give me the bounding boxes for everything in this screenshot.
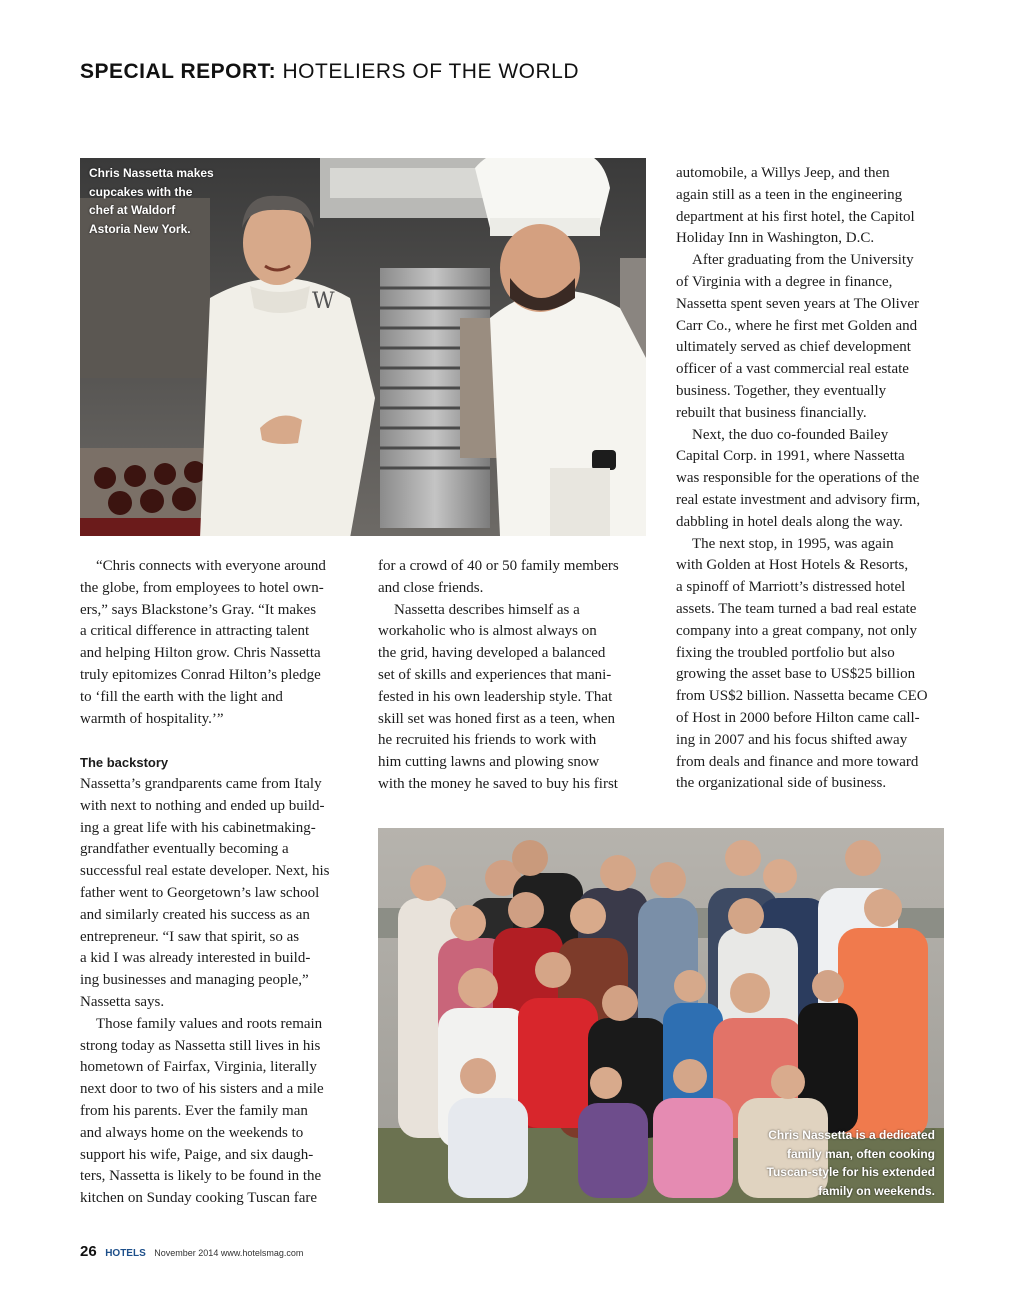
- text-line: officer of a vast commercial real estate: [676, 361, 909, 378]
- text-line: and similarly created his success as an: [80, 906, 310, 923]
- text-line: and helping Hilton grow. Chris Nassetta: [80, 645, 321, 662]
- paragraph-gap: [80, 730, 330, 752]
- text-line: truly epitomizes Conrad Hilton’s pledge: [80, 666, 321, 683]
- text-line: from US$2 billion. Nassetta became CEO: [676, 688, 928, 705]
- family-photo-caption: [767, 1126, 936, 1200]
- text-line: ters, Nassetta is likely to be found in the: [80, 1168, 322, 1185]
- text-line: Next, the duo co-founded Bailey: [692, 426, 889, 443]
- text-line: Nassetta says.: [80, 993, 165, 1010]
- page-number: 26: [80, 1243, 97, 1260]
- text-line: a critical difference in attracting talent: [80, 623, 310, 640]
- subhead-backstory: The backstory: [80, 755, 169, 771]
- text-line: the globe, from employees to hotel own-: [80, 579, 324, 596]
- kitchen-photo: [80, 158, 646, 536]
- text-line: automobile, a Willys Jeep, and then: [676, 165, 890, 181]
- text-line: of Virginia with a degree in finance,: [676, 273, 893, 290]
- text-line: Those family values and roots remain: [96, 1015, 323, 1032]
- text-line: successful real estate developer. Next, his: [80, 863, 330, 880]
- header-section-title: HOTELIERS OF THE WORLD: [282, 60, 579, 83]
- text-line: dabbling in hotel deals along the way.: [676, 513, 903, 530]
- text-line: The next stop, in 1995, was again: [692, 535, 894, 552]
- text-line: growing the asset base to US$25 billion: [676, 666, 916, 683]
- text-line: ers,” says Blackstone’s Gray. “It makes: [80, 601, 317, 618]
- text-line: fixing the troubled portfolio but also: [676, 644, 895, 661]
- caption-line: family man, often cooking: [786, 1146, 935, 1161]
- text-line: again still as a teen in the engineering: [676, 186, 903, 203]
- text-line: Nassetta describes himself as a: [394, 601, 580, 618]
- column-3: [676, 163, 928, 795]
- text-line: ing businesses and managing people,”: [80, 972, 309, 989]
- issue-date: November 2014: [154, 1248, 219, 1258]
- text-line: was responsible for the operations of the: [676, 470, 920, 487]
- text-line: assets. The team turned a bad real estate: [676, 600, 917, 617]
- text-line: warmth of hospitality.’”: [80, 710, 224, 727]
- text-line: ing in 2007 and his focus shifted away: [676, 731, 908, 748]
- text-line: skill set was honed first as a teen, when: [378, 710, 616, 727]
- text-line: “Chris connects with everyone around: [96, 558, 326, 574]
- text-line: business. Together, they eventually: [676, 382, 887, 399]
- text-line: the organizational side of business.: [676, 775, 887, 792]
- text-line: Nassetta’s grandparents came from Italy: [80, 775, 322, 792]
- text-line: Nassetta spent seven years at The Oliver: [676, 295, 919, 312]
- text-line: set of skills and experiences that mani-: [378, 666, 612, 683]
- text-line: After graduating from the University: [692, 252, 914, 269]
- column-2: [378, 556, 619, 796]
- text-line: real estate investment and advisory firm,: [676, 491, 921, 508]
- text-line: strong today as Nassetta still lives in his: [80, 1037, 321, 1054]
- waldorf-logo: W: [312, 289, 335, 314]
- text-line: entrepreneur. “I saw that spirit, so as: [80, 928, 300, 945]
- text-line: the grid, having developed a balanced: [378, 645, 606, 662]
- text-line: from his parents. Ever the family man: [80, 1102, 308, 1119]
- caption-line: Tuscan-style for his extended: [766, 1165, 935, 1179]
- text-line: ing a great life with his cabinetmaking-: [80, 819, 316, 836]
- text-line: father went to Georgetown’s law school: [80, 884, 320, 901]
- text-line: fested in his own leadership style. That: [378, 688, 613, 705]
- page-header: [80, 60, 579, 84]
- text-line: with Golden at Host Hotels & Resorts,: [676, 557, 909, 574]
- text-line: Holiday Inn in Washington, D.C.: [676, 230, 875, 247]
- website-url: www.hotelsmag.com: [220, 1248, 304, 1258]
- text-line: hometown of Fairfax, Virginia, literally: [80, 1059, 317, 1076]
- text-line: to ‘fill the earth with the light and: [80, 688, 283, 705]
- text-line: a kid I was already interested in build-: [80, 950, 311, 967]
- caption-line: chef at Waldorf: [89, 203, 176, 217]
- text-line: a spinoff of Marriott’s distressed hotel: [676, 579, 906, 596]
- header-section-label: SPECIAL REPORT:: [80, 60, 277, 83]
- column-1: [80, 556, 330, 1210]
- text-line: ultimately served as chief development: [676, 339, 911, 356]
- text-line: company into a great company, not only: [676, 622, 918, 639]
- text-line: rebuilt that business financially.: [676, 404, 867, 421]
- text-line: next door to two of his sisters and a mile: [80, 1081, 324, 1098]
- text-line: Capital Corp. in 1991, where Nassetta: [676, 448, 905, 465]
- text-line: with the money he saved to buy his first: [378, 775, 618, 792]
- text-line: support his wife, Paige, and six daugh-: [80, 1146, 314, 1163]
- text-line: kitchen on Sunday cooking Tuscan fare: [80, 1190, 318, 1207]
- text-line: department at his first hotel, the Capitol: [676, 208, 915, 225]
- text-line: of Host in 2000 before Hilton came call-: [676, 709, 920, 726]
- caption-line: cupcakes with the: [89, 184, 193, 199]
- text-line: from deals and finance and more toward: [676, 753, 919, 770]
- family-photo: [378, 828, 944, 1203]
- magazine-name: HOTELS: [105, 1248, 146, 1259]
- caption-line: Chris Nassetta is a dedicated: [768, 1128, 935, 1142]
- caption-line: Chris Nassetta makes: [89, 166, 214, 180]
- text-line: grandfather eventually becoming a: [80, 841, 289, 858]
- caption-line: family on weekends.: [818, 1183, 935, 1198]
- text-line: with next to nothing and ended up build-: [80, 797, 325, 814]
- text-line: and close friends.: [378, 579, 484, 596]
- caption-line: Astoria New York.: [89, 221, 191, 236]
- text-line: for a crowd of 40 or 50 family members: [378, 558, 619, 574]
- page-footer: [80, 1243, 303, 1260]
- text-line: and always home on the weekends to: [80, 1124, 304, 1141]
- text-line: he recruited his friends to work with: [378, 732, 597, 749]
- text-line: Carr Co., where he first met Golden and: [676, 317, 918, 334]
- kitchen-photo-caption: [89, 164, 214, 238]
- text-line: him cutting lawns and plowing snow: [378, 754, 600, 771]
- text-line: workaholic who is almost always on: [378, 623, 597, 640]
